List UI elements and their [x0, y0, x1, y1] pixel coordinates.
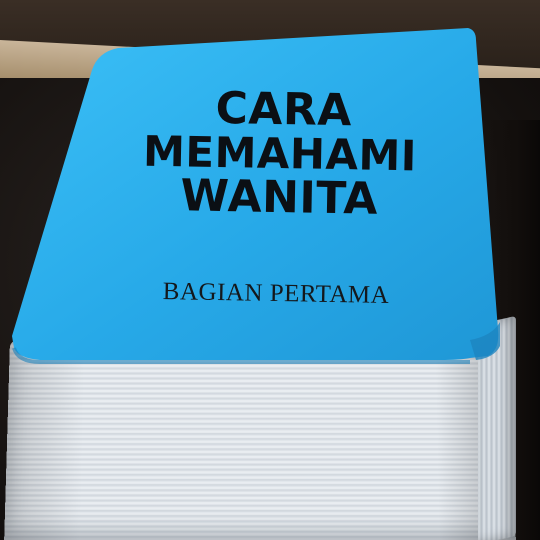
title-line-3: WANITA: [180, 170, 379, 225]
title-line-2: MEMAHAMI: [142, 126, 418, 181]
title-line-1: CARA: [215, 82, 353, 137]
book-title: [99, 82, 461, 225]
book-subtitle: BAGIAN PERTAMA: [162, 278, 390, 309]
